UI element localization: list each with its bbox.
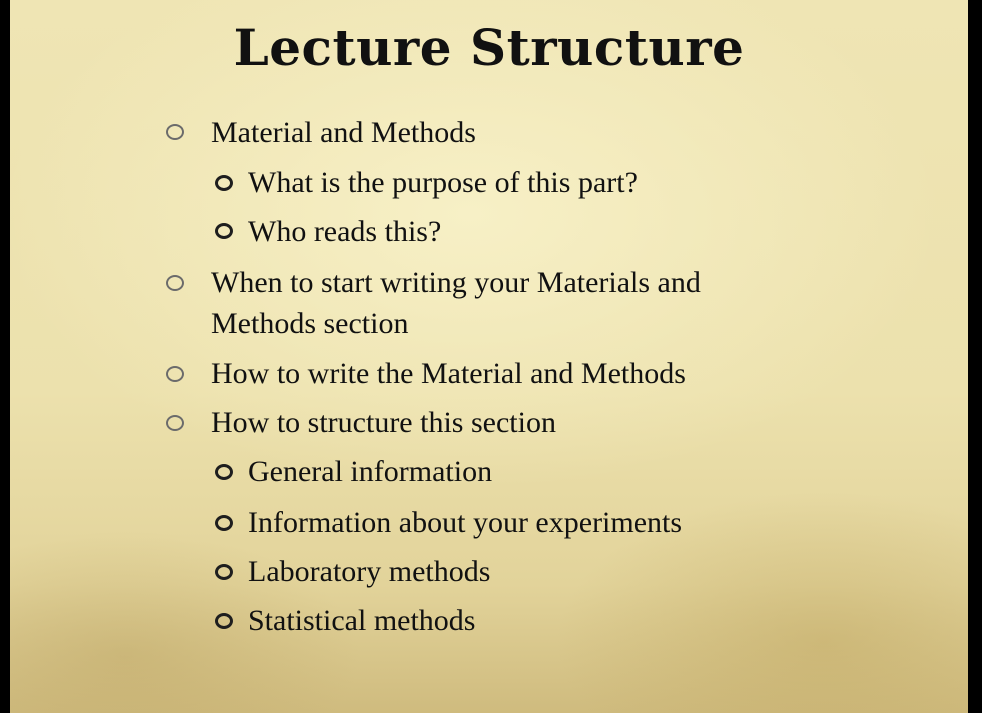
bullet-icon — [166, 415, 184, 431]
bullet-item-who-reads: Who reads this? — [248, 215, 442, 248]
bullet-item-general-information: General information — [248, 455, 493, 488]
bullet-icon — [166, 124, 184, 140]
bullet-item-laboratory-methods: Laboratory methods — [248, 555, 491, 588]
bullet-icon — [215, 515, 233, 531]
bullet-icon — [166, 366, 184, 382]
bullet-item-how-to-structure: How to structure this section — [211, 406, 556, 439]
bullet-item-experiments: Information about your experiments — [248, 506, 683, 539]
bullet-icon — [215, 464, 233, 480]
bullet-icon — [215, 564, 233, 580]
slide-title: Lecture Structure — [233, 18, 745, 77]
bullet-item-purpose: What is the purpose of this part? — [248, 166, 638, 199]
bullet-icon — [215, 613, 233, 629]
bullet-item-when-to-start: When to start writing your Materials and — [211, 266, 701, 299]
bullet-item-how-to-write: How to write the Material and Methods — [211, 357, 686, 390]
bullet-item-material-and-methods: Material and Methods — [211, 116, 476, 149]
bullet-icon — [166, 275, 184, 291]
bullet-item-when-to-start-cont: Methods section — [211, 307, 409, 340]
bullet-item-statistical-methods: Statistical methods — [248, 604, 476, 637]
bullet-icon — [215, 223, 233, 239]
bullet-icon — [215, 175, 233, 191]
slide — [10, 0, 968, 713]
